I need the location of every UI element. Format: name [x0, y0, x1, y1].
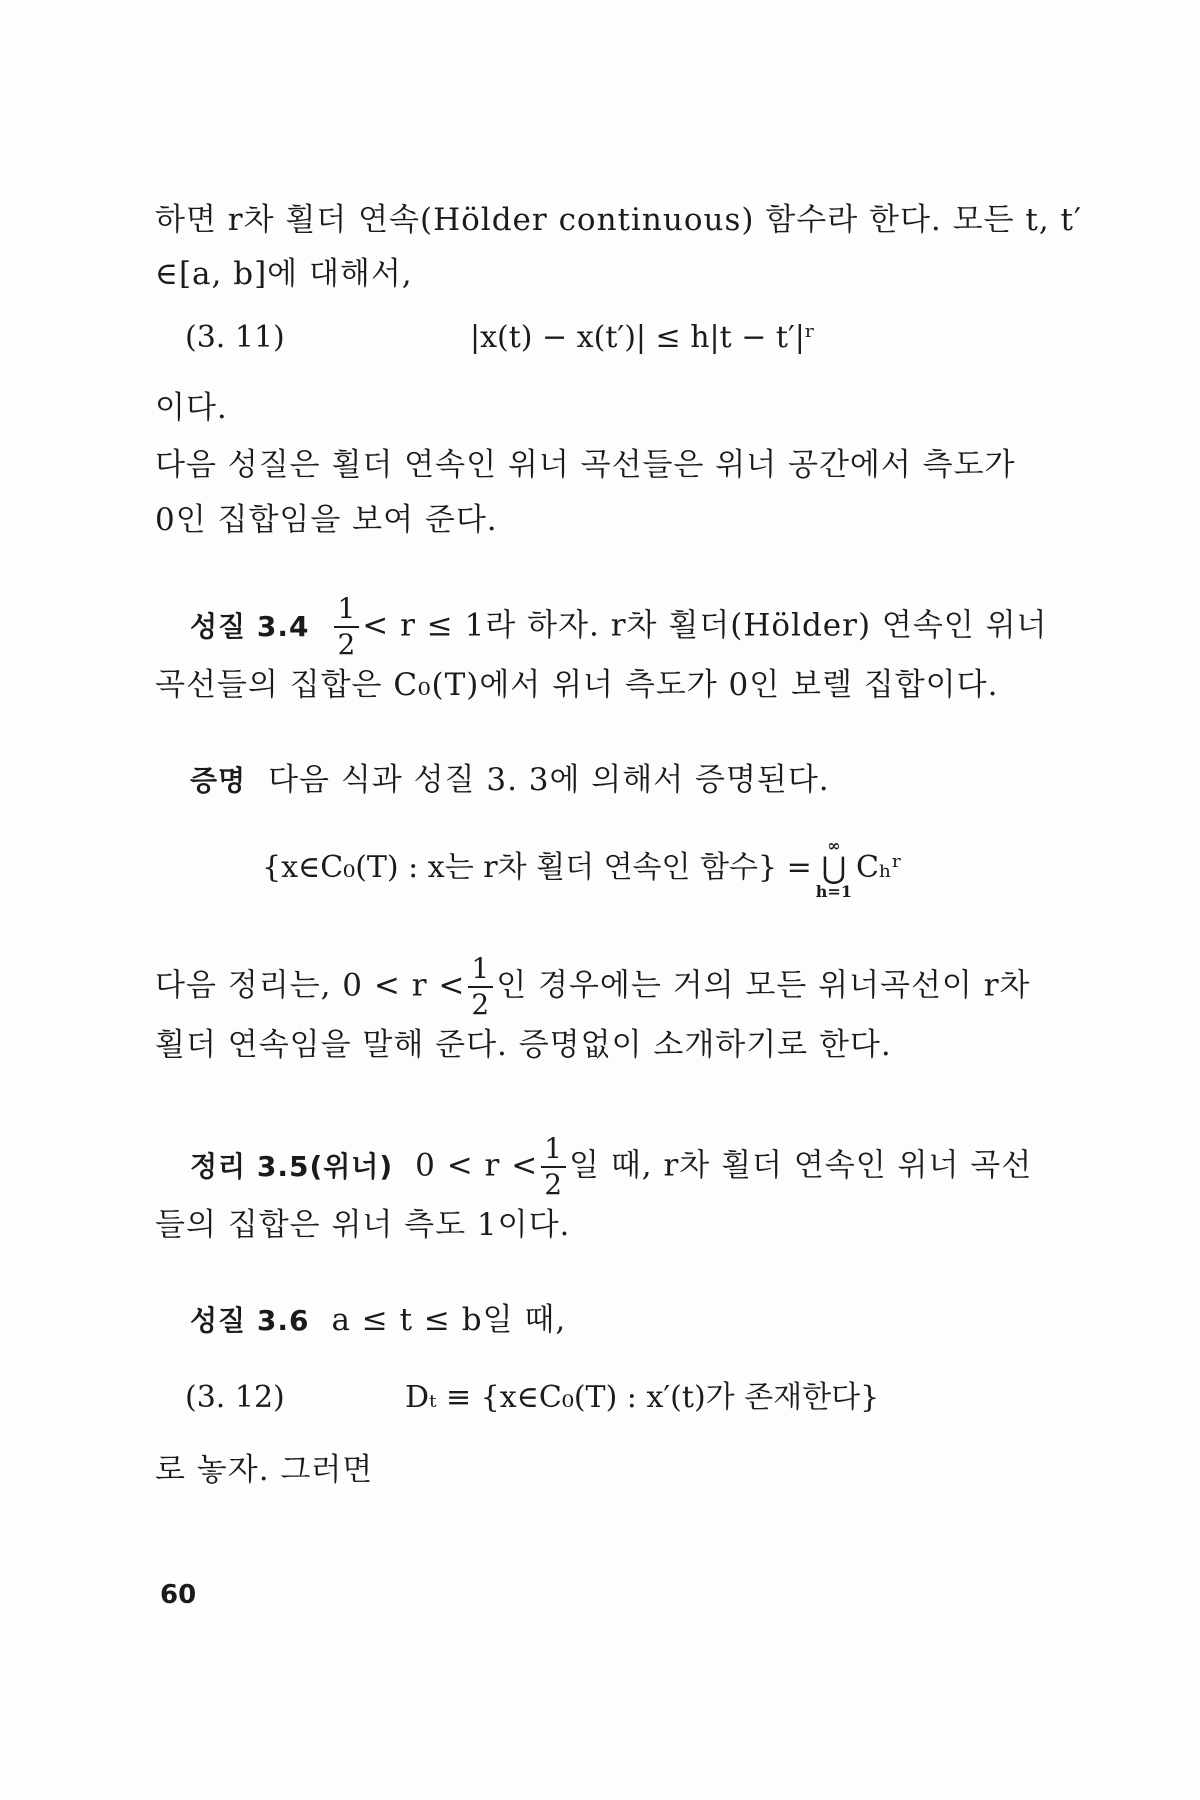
- equation-number: (3. 11): [185, 320, 285, 355]
- proof-formula: [262, 838, 902, 900]
- equation-3-11: |x(t) − x(t′)| ≤ h|t − t′|ʳ: [470, 320, 816, 355]
- proposition-heading: 성질 3.6: [190, 1304, 310, 1337]
- formula-lhs: {x∈C₀(T) : x는 r차 횔더 연속인 함수} =: [262, 850, 812, 885]
- proof-heading: 증명: [190, 764, 247, 797]
- big-union: ∞ ⋃ h=1: [815, 836, 852, 901]
- paragraph-line: 하면 r차 횔더 연속(Hölder continuous) 함수라 한다. 모든 t, t′: [155, 202, 1083, 238]
- fraction: $\frac{1}{2}$: [468, 955, 493, 1019]
- proof-text: 다음 식과 성질 3. 3에 의해서 증명된다.: [268, 762, 830, 798]
- proposition-text: < r ≤ 1라 하자. r차 횔더(Hölder) 연속인 위너: [362, 607, 1048, 644]
- paragraph-line: 다음 성질은 횔더 연속인 위너 곡선들은 위너 공간에서 측도가: [155, 447, 1016, 483]
- formula-rhs: Cₕʳ: [855, 850, 903, 885]
- proposition-3-6: 성질 3.6 a ≤ t ≤ b일 때,: [190, 1302, 567, 1338]
- proposition-3-4: [190, 592, 1090, 661]
- paragraph-line: 곡선들의 집합은 C₀(T)에서 위너 측도가 0인 보렐 집합이다.: [155, 667, 999, 703]
- fraction: $\frac{1}{2}$: [334, 595, 359, 659]
- paragraph-line: 이다.: [155, 390, 228, 426]
- paragraph-line: 횔더 연속임을 말해 준다. 증명없이 소개하기로 한다.: [155, 1027, 892, 1063]
- paragraph-line: 0인 집합임을 보여 준다.: [155, 502, 498, 538]
- theorem-3-5: 정리 3.5(위너) 0 < r < $\frac{1}{2}$ 일 때, r차 횔더 연속인 위너 곡선: [190, 1132, 1033, 1201]
- equation-3-12: Dₜ ≡ {x∈C₀(T) : x′(t)가 존재한다}: [405, 1380, 880, 1415]
- paragraph-line: 다음 정리는, 0 < r < $\frac{1}{2}$ 인 경우에는 거의 모든 위너곡선이 r차: [155, 952, 1031, 1021]
- theorem-heading: 정리 3.5(위너): [190, 1149, 394, 1183]
- fraction: $\frac{1}{2}$: [541, 1135, 566, 1199]
- proposition-heading: 성질 3.4: [190, 609, 310, 643]
- paragraph-line: ∈[a, b]에 대해서,: [155, 256, 413, 292]
- equation-number: (3. 12): [185, 1380, 285, 1415]
- proof-line: [190, 760, 1090, 801]
- paragraph-line: 들의 집합은 위너 측도 1이다.: [155, 1207, 571, 1243]
- paragraph-line: 로 놓자. 그러면: [155, 1452, 374, 1488]
- page-number: 60: [160, 1580, 197, 1610]
